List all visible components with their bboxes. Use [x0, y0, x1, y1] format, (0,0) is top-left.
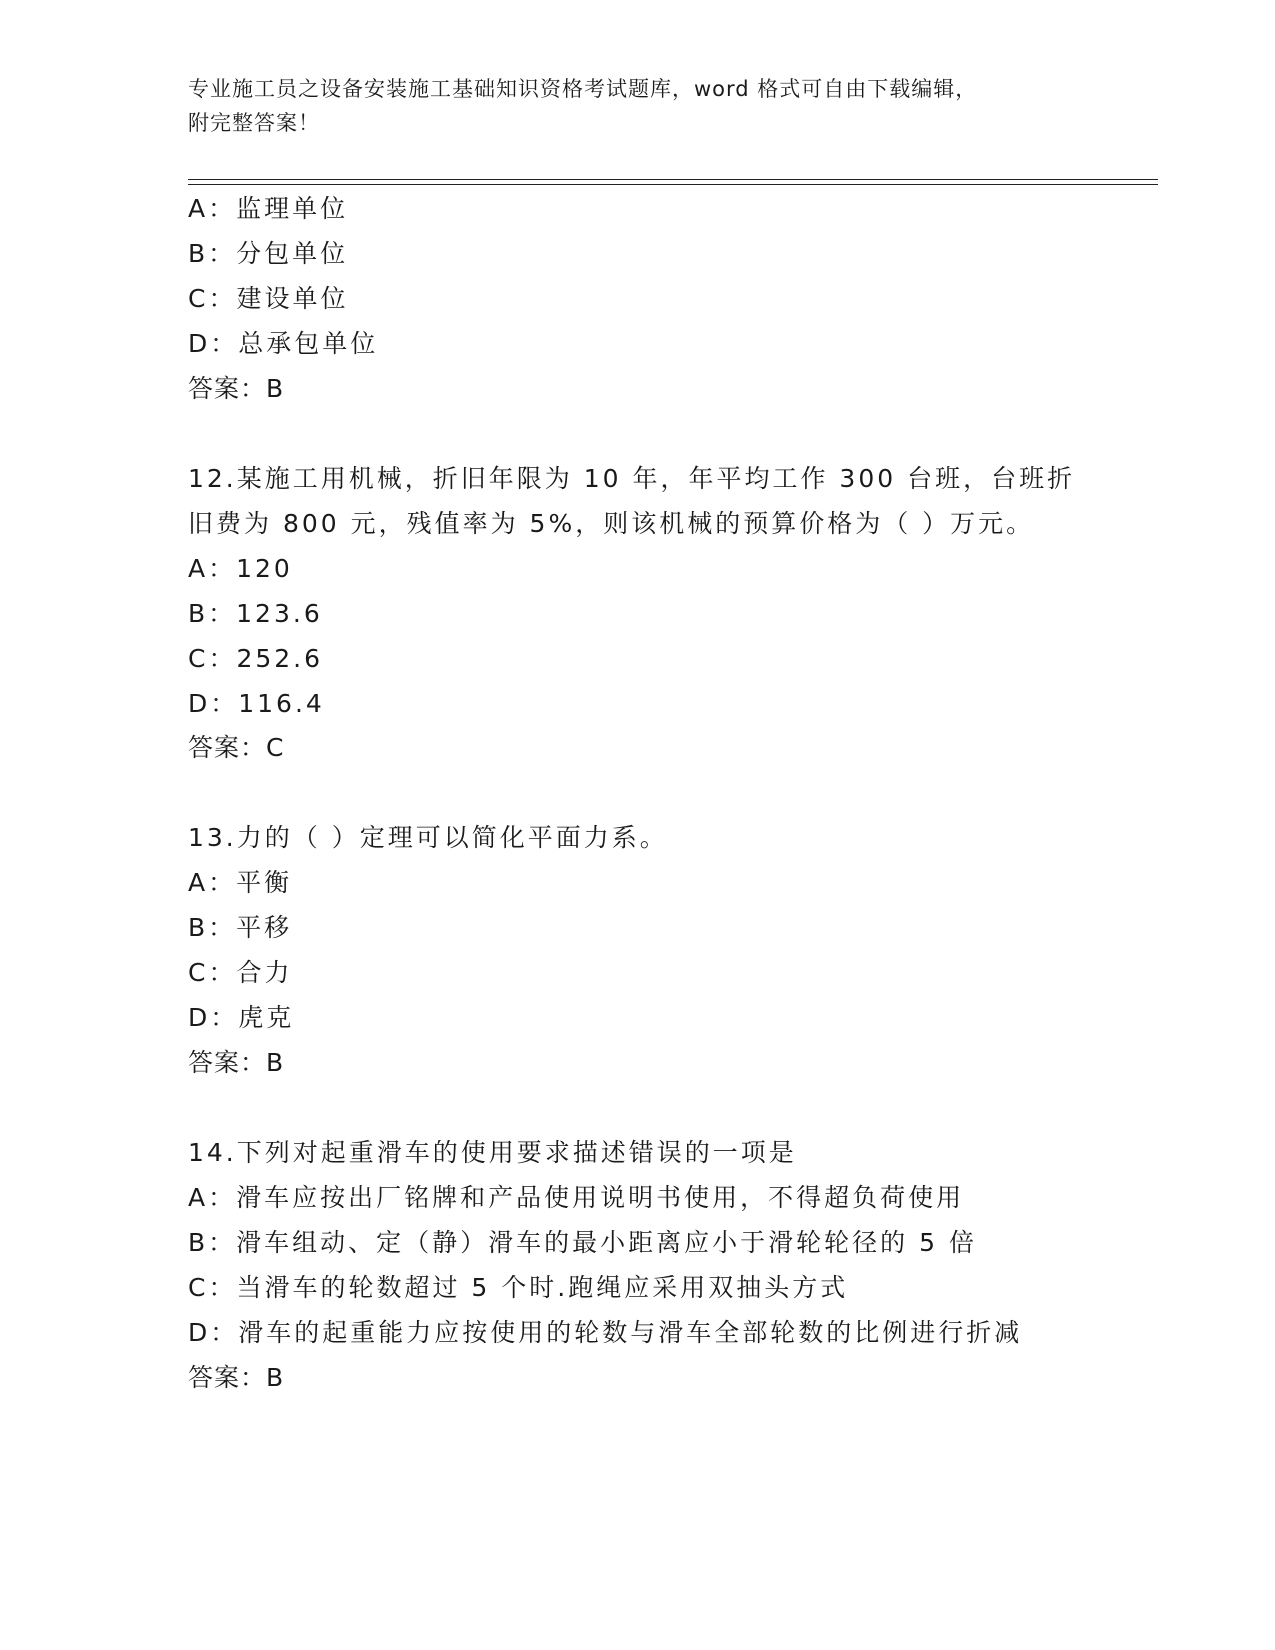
q14-option-c: C：当滑车的轮数超过 5 个时.跑绳应采用双抽头方式 [188, 1273, 849, 1302]
header-divider-top [188, 179, 1158, 180]
q11-option-c: C：建设单位 [188, 284, 349, 313]
header-divider-bottom [188, 184, 1158, 185]
q13-stem: 13.力的（ ）定理可以简化平面力系。 [188, 823, 668, 852]
q14-option-d: D：滑车的起重能力应按使用的轮数与滑车全部轮数的比例进行折减 [188, 1318, 1023, 1347]
header-line-1: 专业施工员之设备安装施工基础知识资格考试题库，word 格式可自由下载编辑， [188, 77, 978, 101]
q14-option-a: A：滑车应按出厂铭牌和产品使用说明书使用，不得超负荷使用 [188, 1183, 965, 1212]
q11-option-d: D：总承包单位 [188, 329, 379, 358]
q11-option-b: B：分包单位 [188, 239, 349, 268]
header-line-2: 附完整答案！ [188, 111, 320, 135]
q14-stem: 14.下列对起重滑车的使用要求描述错误的一项是 [188, 1138, 797, 1167]
q12-stem-line-2: 旧费为 800 元，残值率为 5%，则该机械的预算价格为（ ）万元。 [188, 509, 1035, 538]
q12-answer: 答案：C [188, 733, 285, 762]
q11-answer: 答案：B [188, 374, 285, 403]
q14-option-b: B：滑车组动、定（静）滑车的最小距离应小于滑轮轮径的 5 倍 [188, 1228, 977, 1257]
q13-answer: 答案：B [188, 1048, 285, 1077]
q13-option-d: D：虎克 [188, 1003, 295, 1032]
q12-option-d: D：116.4 [188, 689, 325, 718]
q12-option-a: A：120 [188, 554, 293, 583]
q12-option-b: B：123.6 [188, 599, 323, 628]
q12-stem-line-1: 12.某施工用机械，折旧年限为 10 年，年平均工作 300 台班，台班折 [188, 464, 1076, 493]
q14-answer: 答案：B [188, 1363, 285, 1392]
q13-option-a: A：平衡 [188, 868, 293, 897]
page-header [188, 72, 1068, 140]
q13-option-b: B：平移 [188, 913, 293, 942]
q12-option-c: C：252.6 [188, 644, 324, 673]
q11-option-a: A：监理单位 [188, 194, 349, 223]
q13-option-c: C：合力 [188, 958, 293, 987]
